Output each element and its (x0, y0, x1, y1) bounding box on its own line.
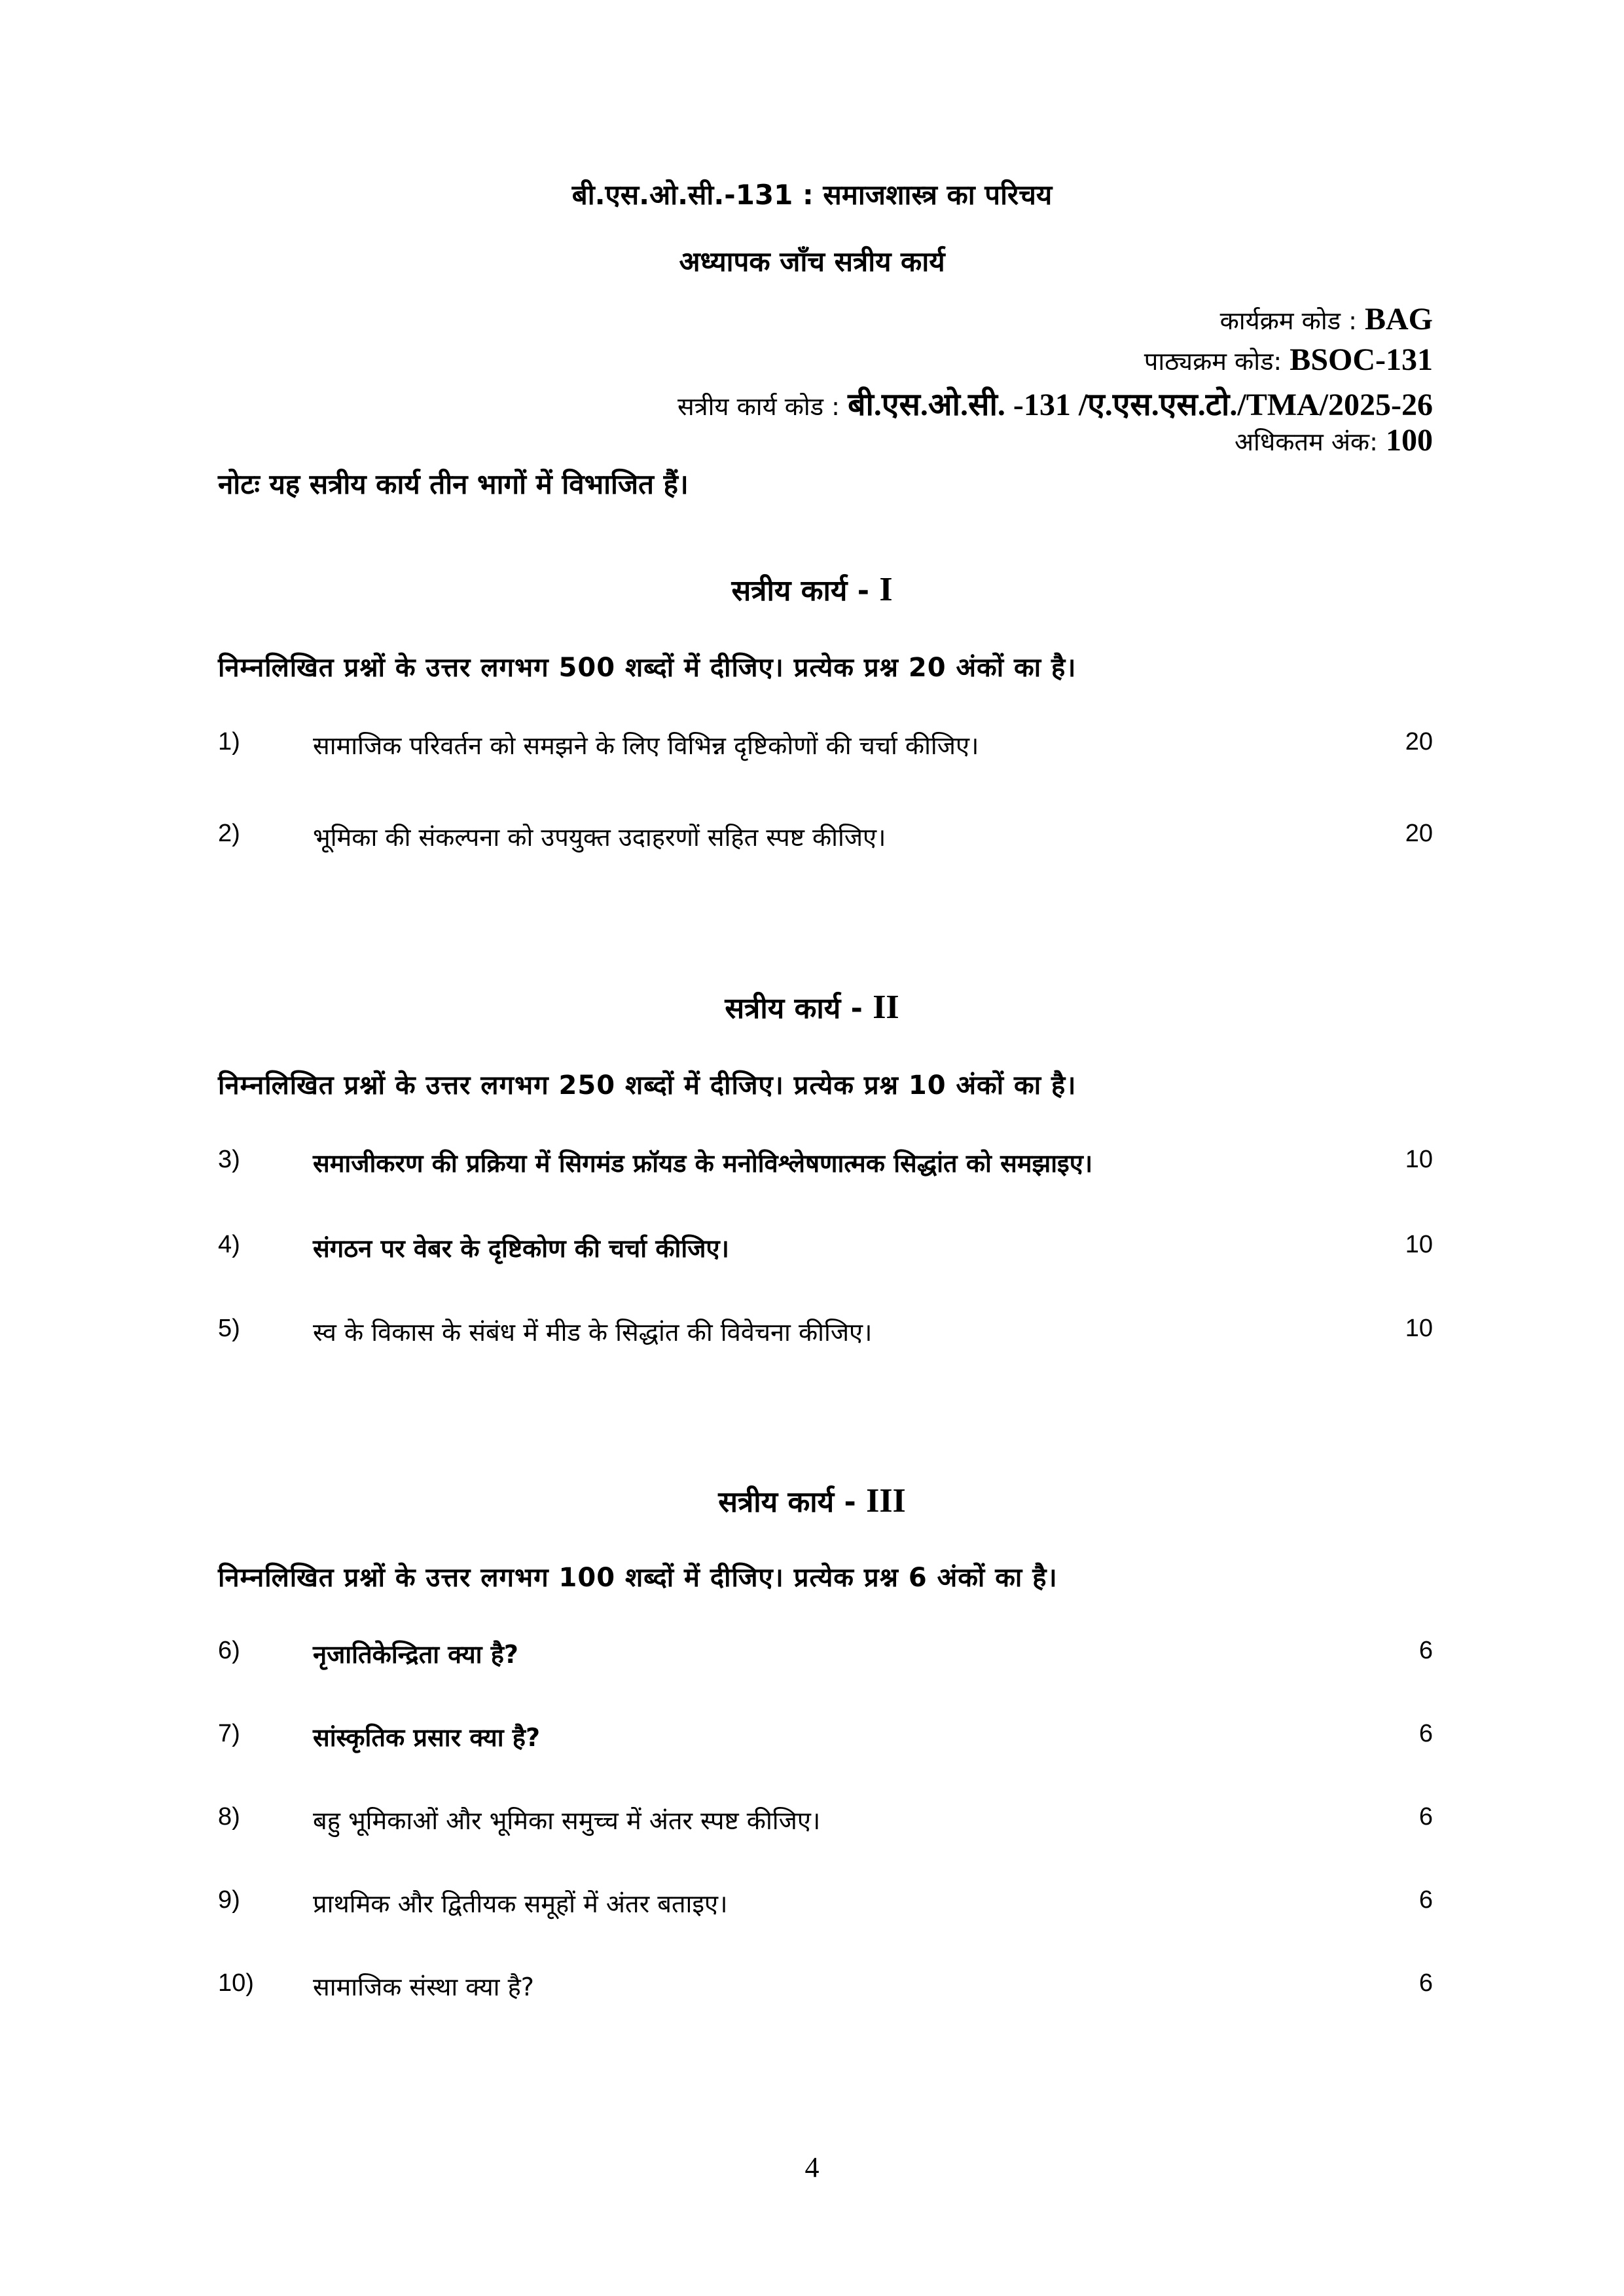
max-marks-label: अधिकतम अंक: (1235, 428, 1386, 456)
assignment-code-value: बी.एस.ओ.सी. -131 /ए.एस.एस.टो./TMA/2025-26 (848, 388, 1433, 422)
section-roman-numeral: III (866, 1482, 906, 1520)
assignment-type-heading: अध्यापक जाँच सत्रीय कार्य (679, 246, 945, 278)
question-text: समाजीकरण की प्रक्रिया में सिगमंड फ्रॉयड के मनोविश्लेषणात्मक सिद्धांत को समझाइए। (313, 1149, 1093, 1178)
question-row (0, 820, 1624, 859)
section-roman-numeral: II (873, 989, 899, 1026)
question-row (0, 1803, 1624, 1842)
question-marks: 6 (1418, 1803, 1433, 1831)
question-number: 7) (218, 1720, 240, 1747)
question-text: सामाजिक संस्था क्या है? (313, 1973, 534, 2001)
question-row (0, 1886, 1624, 1925)
question-number: 4) (218, 1231, 240, 1258)
question-row (0, 1146, 1624, 1185)
question-row (0, 1231, 1624, 1270)
question-marks: 10 (1405, 1315, 1433, 1342)
question-marks: 6 (1418, 1720, 1433, 1747)
question-text: सांस्कृतिक प्रसार क्या है? (313, 1723, 540, 1752)
question-number: 6) (218, 1637, 240, 1664)
question-number: 5) (218, 1315, 240, 1342)
question-text: प्राथमिक और द्वितीयक समूहों में अंतर बताइए। (313, 1889, 728, 1918)
question-row (0, 1969, 1624, 2009)
question-text: संगठन पर वेबर के दृष्टिकोण की चर्चा कीजिए। (313, 1234, 729, 1263)
question-row (0, 1315, 1624, 1354)
question-marks: 6 (1418, 1886, 1433, 1914)
programme-code (1220, 301, 1433, 337)
question-marks: 6 (1418, 1969, 1433, 1997)
programme-code-label: कार्यक्रम कोड : (1219, 306, 1365, 335)
course-code-label: पाठ्यक्रम कोड: (1144, 347, 1290, 376)
course-code (1144, 342, 1433, 378)
section-1-instruction: निम्नलिखित प्रश्नों के उत्तर लगभग 500 शब्दों में दीजिए। प्रत्येक प्रश्न 20 अंकों का है। (218, 653, 1077, 683)
question-number: 9) (218, 1886, 240, 1914)
max-marks-value: 100 (1386, 423, 1433, 458)
section-roman-numeral: I (879, 571, 893, 608)
section-title: सत्रीय कार्य - (725, 992, 873, 1025)
question-number: 10) (218, 1969, 254, 1997)
question-number: 8) (218, 1803, 240, 1831)
section-title: सत्रीय कार्य - (731, 574, 880, 608)
section-3-instruction: निम्नलिखित प्रश्नों के उत्तर लगभग 100 शब्दों में दीजिए। प्रत्येक प्रश्न 6 अंकों का है। (218, 1563, 1058, 1593)
page-number: 4 (804, 2151, 820, 2183)
assignment-code (677, 382, 1433, 425)
question-text: सामाजिक परिवर्तन को समझने के लिए विभिन्न दृष्टिकोणों की चर्चा कीजिए। (313, 731, 979, 760)
note-text: नोटः यह सत्रीय कार्य तीन भागों में विभाजित हैं। (218, 468, 689, 500)
question-text: भूमिका की संकल्पना को उपयुक्त उदाहरणों सहित स्पष्ट कीजिए। (313, 823, 886, 852)
course-title: बी.एस.ओ.सी.-131 : समाजशास्त्र का परिचय (571, 179, 1053, 211)
question-marks: 6 (1418, 1637, 1433, 1664)
section-2-heading (0, 987, 1624, 1027)
question-row (0, 728, 1624, 767)
max-marks (1235, 422, 1433, 458)
question-marks: 20 (1405, 820, 1433, 847)
section-1-heading (0, 570, 1624, 609)
section-title: सत्रीय कार्य - (718, 1485, 867, 1519)
question-number: 1) (218, 728, 240, 756)
question-text: नृजातिकेन्द्रिता क्या है? (313, 1640, 518, 1669)
question-row (0, 1720, 1624, 1759)
question-marks: 10 (1405, 1146, 1433, 1173)
course-code-value: BSOC-131 (1290, 342, 1433, 377)
question-number: 3) (218, 1146, 240, 1173)
assignment-code-label: सत्रीय कार्य कोड : (677, 392, 848, 421)
question-row (0, 1637, 1624, 1676)
question-text: बहु भूमिकाओं और भूमिका समुच्च में अंतर स्पष्ट कीजिए। (313, 1806, 821, 1835)
question-text: स्व के विकास के संबंध में मीड के सिद्धांत की विवेचना कीजिए। (313, 1318, 873, 1347)
question-marks: 20 (1405, 728, 1433, 756)
question-number: 2) (218, 820, 240, 847)
section-3-heading (0, 1481, 1624, 1520)
section-2-instruction: निम्नलिखित प्रश्नों के उत्तर लगभग 250 शब्दों में दीजिए। प्रत्येक प्रश्न 10 अंकों का है। (218, 1070, 1077, 1101)
programme-code-value: BAG (1364, 302, 1433, 337)
question-marks: 10 (1405, 1231, 1433, 1258)
